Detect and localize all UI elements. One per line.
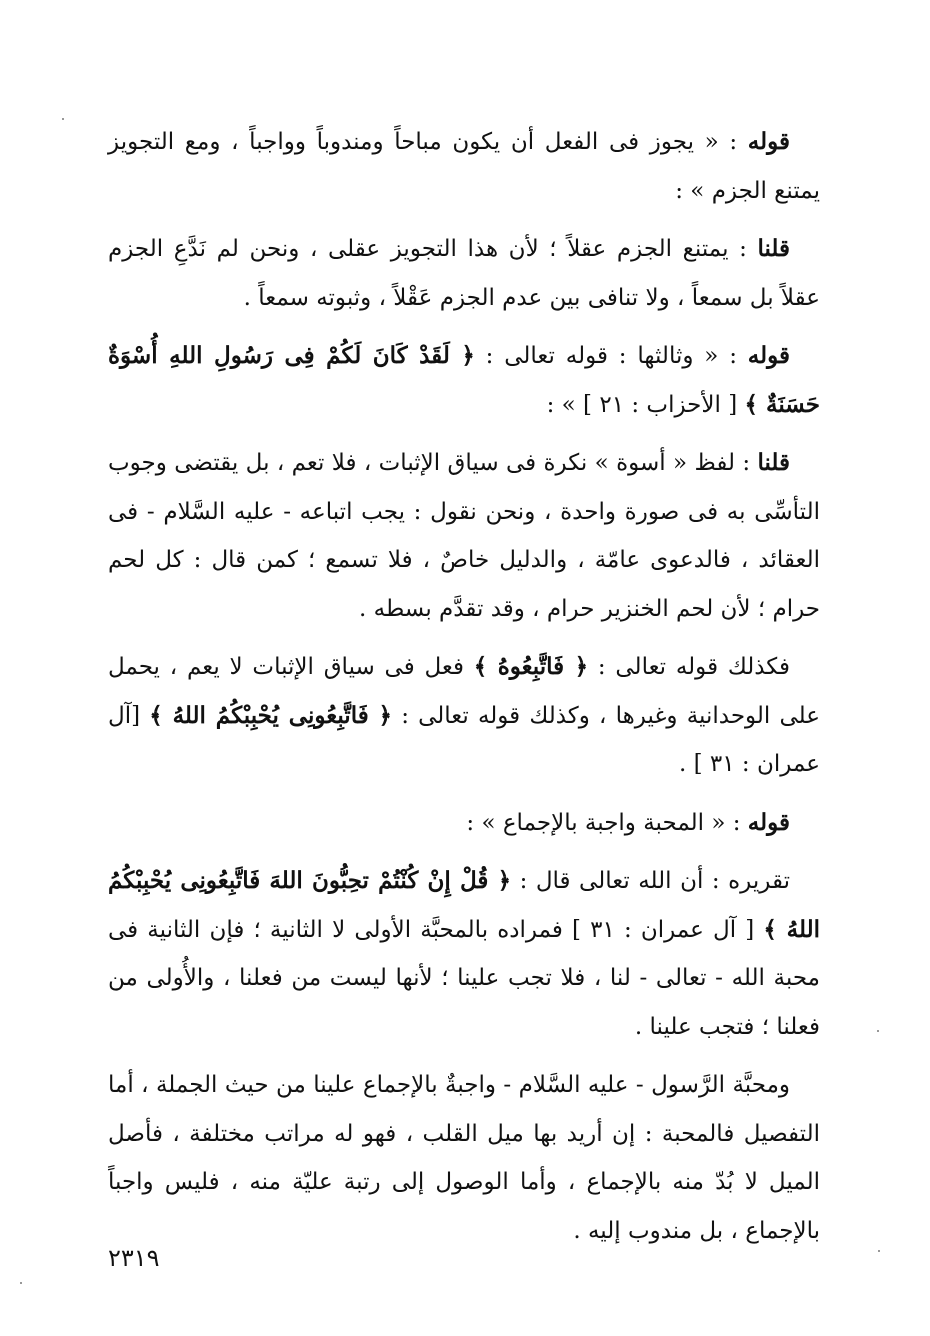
paragraph-3-text-before: : « وثالثها : قوله تعالى : xyxy=(474,343,748,369)
paragraph-7 xyxy=(108,857,820,1051)
scan-speck xyxy=(878,1250,880,1252)
paragraph-2 xyxy=(108,225,820,322)
body-text xyxy=(108,118,820,1265)
scan-speck xyxy=(877,1030,879,1032)
paragraph-4 xyxy=(108,439,820,633)
quran-verse-qul-in-kuntum: ﴿ قُلْ إِنْ كُنْتُمْ تحِبُّونَ اللهَ فَاتَّبِعُونِى يُحْبِبْكُمُ اللهُ ﴾ xyxy=(108,867,821,943)
paragraph-6-text: : « المحبة واجبة بالإجماع » : xyxy=(466,809,748,836)
paragraph-2-lead: قلنا xyxy=(757,235,790,262)
paragraph-5-text-middle: فعل فى سياق الإثبات لا يعم ، يحمل على الوحدانية وغيرها ، وكذلك قوله تعالى : xyxy=(108,654,821,729)
paragraph-6-lead: قوله xyxy=(747,808,790,836)
quran-verse-al-imran-31: ﴿ فَاتَّبِعُونِى يُحْبِبْكُمُ اللهُ ﴾ xyxy=(149,701,393,729)
scan-speck xyxy=(20,1282,22,1284)
scan-speck xyxy=(62,118,64,120)
paragraph-5-text-after: [آل عمران : ٣١ ] . xyxy=(108,702,820,777)
paragraph-3-lead: قوله xyxy=(747,342,790,369)
paragraph-1-lead: قوله xyxy=(747,128,790,155)
paragraph-2-text: : يمتنع الجزم عقلاً ؛ لأن هذا التجويز عقلى ، ونحن لم نَدَّعِ الجزم عقلاً بل سمعاً ، ولا تنافى بين عدم الجزم عَقْلاً ، وثبوته سمعاً . xyxy=(108,236,820,311)
paragraph-3 xyxy=(108,332,820,429)
paragraph-7-text-before: تقريره : أن الله تعالى قال : xyxy=(511,868,790,894)
paragraph-1-text: : « يجوز فى الفعل أن يكون مباحاً ومندوباً وواجباً ، ومع التجويز يمتنع الجزم » : xyxy=(108,129,820,204)
paragraph-5-text-before: فكذلك قوله تعالى : xyxy=(588,654,791,680)
paragraph-5 xyxy=(108,643,820,789)
paragraph-6 xyxy=(108,799,820,848)
paragraph-7-text-after: [ آل عمران : ٣١ ] فمراده بالمحبَّة الأولى لا الثانية ؛ فإن الثانية فى محبة الله - تعالى - لنا ، فلا تجب علينا ؛ لأنها ليست من فعلنا ، والأُولى من فعلنا ؛ فتجب علينا . xyxy=(108,916,820,1040)
paragraph-8 xyxy=(108,1061,820,1255)
paragraph-1 xyxy=(108,118,820,215)
paragraph-3-text-after: [ الأحزاب : ٢١ ] » : xyxy=(546,391,745,418)
quran-verse-fattabiuhu: ﴿ فَاتَّبِعُوهُ ﴾ xyxy=(473,653,589,680)
quran-verse-ahzab-21: ﴿ لَقَدْ كَانَ لَكُمْ فِى رَسُولِ اللهِ أُسْوَةٌ حَسَنَةٌ ﴾ xyxy=(108,342,820,418)
page-number: ٢٣١٩ xyxy=(108,1244,160,1272)
paragraph-8-text: ومحبَّة الرَّسول - عليه السَّلام - واجبةٌ بالإجماع علينا من حيث الجملة ، أما التفصيل فالمحبة : إن أريد بها ميل القلب ، فهو له مراتب مختلفة ، فأصل الميل لا بُدّ منه بالإجماع ، وأما الوصول إلى رتبة عليّة منه ، فليس واجباً بالإجماع ، بل مندوب إليه . xyxy=(108,1072,820,1244)
paragraph-4-text: : لفظ « أسوة » نكرة فى سياق الإثبات ، فلا تعم ، بل يقتضى وجوب التأسِّى به فى صورة واحدة ، ونحن نقول : يجب اتباعه - عليه السَّلام - فى العقائد ، فالدعوى عامّة ، والدليل خاصٌ ، فلا تسمع ؛ كمن قال : كل لحم حرام ؛ لأن لحم الخنزير حرام ، وقد تقدَّم بسطه . xyxy=(108,450,820,622)
paragraph-4-lead: قلنا xyxy=(757,449,790,476)
